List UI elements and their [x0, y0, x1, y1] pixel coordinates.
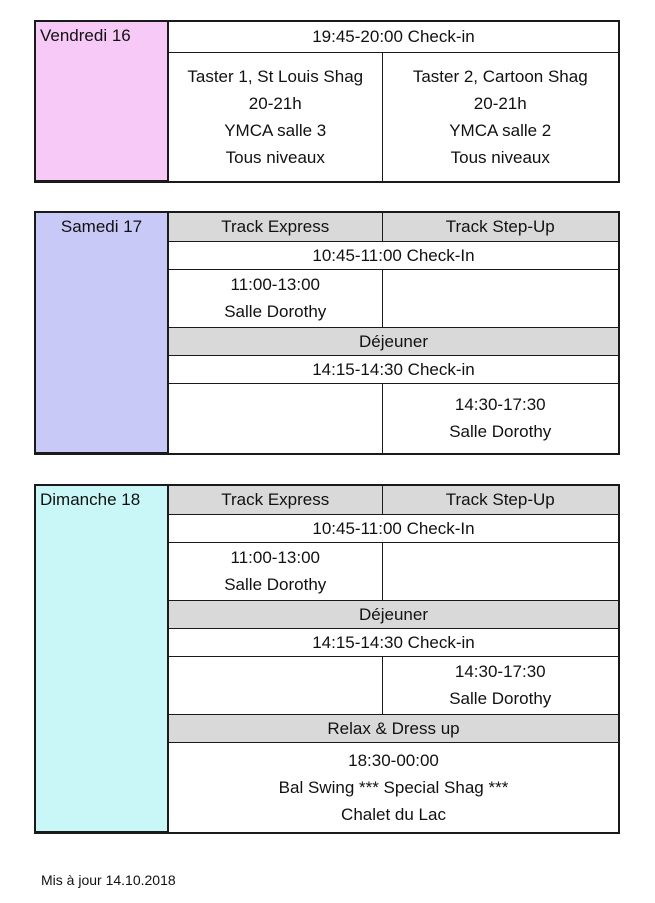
saturday-stepup-morning-empty [382, 269, 618, 327]
friday-table [36, 22, 618, 181]
friday-checkin: 19:45-20:00 Check-in [168, 22, 618, 52]
sunday-lunch: Déjeuner [168, 600, 618, 628]
sunday-stepup-session [382, 656, 618, 714]
saturday-checkin-am: 10:45-11:00 Check-In [168, 241, 618, 269]
sunday-ball-time: 18:30-00:00 [348, 750, 439, 770]
saturday-express-session [168, 269, 382, 327]
taster2-time: 20-21h [473, 93, 527, 113]
saturday-express-afternoon-empty [168, 383, 382, 453]
sunday-express-room: Salle Dorothy [224, 575, 327, 594]
sunday-express-session [168, 542, 382, 600]
sunday-track-stepup-header: Track Step-Up [382, 486, 618, 514]
sunday-day-label [36, 486, 168, 832]
taster1-room: YMCA salle 3 [224, 120, 327, 140]
saturday-stepup-time: 14:30-17:30 [454, 395, 546, 414]
saturday-schedule [34, 211, 620, 455]
sunday-day-text: Dimanche 18 [40, 490, 141, 509]
saturday-stepup-session [382, 383, 618, 453]
sunday-track-express-header: Track Express [168, 486, 382, 514]
sunday-express-afternoon-empty [168, 656, 382, 714]
taster1-time: 20-21h [248, 93, 302, 113]
sunday-table [36, 486, 618, 832]
saturday-express-time: 11:00-13:00 [230, 275, 320, 294]
saturday-lunch: Déjeuner [168, 327, 618, 355]
sunday-ball-title: Bal Swing *** Special Shag *** [278, 777, 509, 797]
friday-schedule [34, 20, 620, 183]
saturday-day-text: Samedi 17 [60, 217, 143, 236]
sunday-ball-venue: Chalet du Lac [341, 804, 446, 824]
sunday-express-time: 11:00-13:00 [230, 548, 320, 567]
sunday-relax: Relax & Dress up [168, 714, 618, 742]
taster1-level: Tous niveaux [225, 147, 325, 167]
friday-day-label [36, 22, 168, 181]
saturday-day-label [36, 213, 168, 453]
sunday-checkin-pm: 14:15-14:30 Check-in [168, 628, 618, 656]
saturday-stepup-room: Salle Dorothy [449, 422, 552, 441]
sunday-checkin-am: 10:45-11:00 Check-In [168, 514, 618, 542]
saturday-track-express-header: Track Express [168, 213, 382, 241]
saturday-table [36, 213, 618, 453]
sunday-schedule [34, 484, 620, 834]
taster1-title: Taster 1, St Louis Shag [187, 66, 364, 86]
taster2-room: YMCA salle 2 [449, 120, 552, 140]
friday-day-text: Vendredi 16 [40, 26, 131, 45]
sunday-stepup-room: Salle Dorothy [449, 689, 552, 708]
saturday-express-room: Salle Dorothy [224, 302, 327, 321]
saturday-track-stepup-header: Track Step-Up [382, 213, 618, 241]
updated-date: Mis à jour 14.10.2018 [41, 872, 176, 888]
taster2-level: Tous niveaux [450, 147, 550, 167]
friday-taster2 [382, 52, 618, 181]
sunday-stepup-morning-empty [382, 542, 618, 600]
friday-taster1 [168, 52, 382, 181]
sunday-ball [168, 742, 618, 832]
saturday-checkin-pm: 14:15-14:30 Check-in [168, 355, 618, 383]
taster2-title: Taster 2, Cartoon Shag [412, 66, 588, 86]
sunday-stepup-time: 14:30-17:30 [454, 662, 546, 681]
